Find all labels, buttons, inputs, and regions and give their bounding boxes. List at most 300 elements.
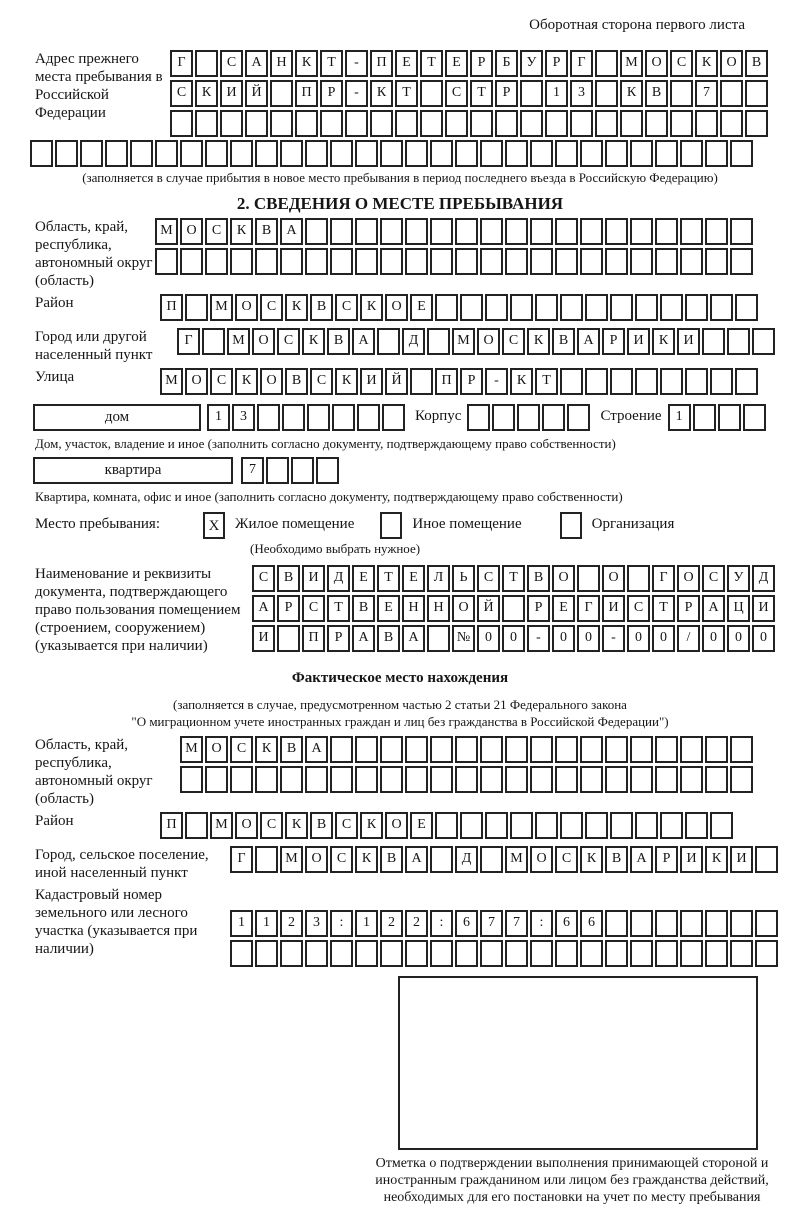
char-box[interactable] (185, 294, 208, 321)
char-box[interactable] (530, 736, 553, 763)
char-box[interactable] (577, 565, 600, 592)
char-box[interactable] (295, 110, 318, 137)
char-box[interactable]: М (620, 50, 643, 77)
char-box[interactable] (205, 766, 228, 793)
char-box[interactable] (610, 812, 633, 839)
char-box[interactable] (467, 404, 490, 431)
char-box[interactable]: 0 (502, 625, 525, 652)
char-box[interactable]: О (260, 368, 283, 395)
char-box[interactable]: И (752, 595, 775, 622)
char-box[interactable]: 0 (752, 625, 775, 652)
char-box[interactable]: 3 (570, 80, 593, 107)
char-box[interactable]: Т (320, 50, 343, 77)
char-box[interactable] (570, 110, 593, 137)
char-box[interactable] (330, 736, 353, 763)
char-box[interactable] (530, 766, 553, 793)
char-box[interactable]: Р (327, 625, 350, 652)
char-box[interactable] (735, 368, 758, 395)
char-box[interactable] (130, 140, 153, 167)
char-box[interactable] (655, 218, 678, 245)
char-box[interactable]: Р (677, 595, 700, 622)
char-box[interactable] (680, 218, 703, 245)
char-box[interactable] (305, 248, 328, 275)
char-box[interactable]: 1 (207, 404, 230, 431)
char-box[interactable] (305, 140, 328, 167)
char-box[interactable] (430, 248, 453, 275)
char-box[interactable] (685, 368, 708, 395)
char-box[interactable] (502, 595, 525, 622)
char-box[interactable] (420, 110, 443, 137)
char-box[interactable] (535, 812, 558, 839)
char-box[interactable]: М (280, 846, 303, 873)
char-box[interactable]: Г (577, 595, 600, 622)
char-box[interactable] (670, 80, 693, 107)
char-box[interactable] (567, 404, 590, 431)
char-box[interactable] (755, 940, 778, 967)
char-box[interactable] (270, 110, 293, 137)
char-box[interactable] (710, 368, 733, 395)
char-box[interactable] (727, 328, 750, 355)
char-box[interactable] (380, 140, 403, 167)
char-box[interactable]: 0 (702, 625, 725, 652)
char-box[interactable]: И (627, 328, 650, 355)
char-box[interactable]: С (230, 736, 253, 763)
char-box[interactable]: М (452, 328, 475, 355)
char-box[interactable]: Р (495, 80, 518, 107)
char-box[interactable]: : (330, 910, 353, 937)
char-box[interactable] (580, 248, 603, 275)
char-box[interactable] (480, 940, 503, 967)
char-box[interactable]: 1 (255, 910, 278, 937)
char-box[interactable] (430, 736, 453, 763)
char-box[interactable]: К (355, 846, 378, 873)
char-box[interactable]: 6 (555, 910, 578, 937)
char-box[interactable]: К (255, 736, 278, 763)
char-box[interactable]: Г (177, 328, 200, 355)
char-box[interactable]: Д (752, 565, 775, 592)
char-box[interactable]: К (510, 368, 533, 395)
char-box[interactable] (492, 404, 515, 431)
char-box[interactable] (405, 940, 428, 967)
char-box[interactable] (542, 404, 565, 431)
char-box[interactable]: В (527, 565, 550, 592)
char-box[interactable]: 2 (380, 910, 403, 937)
char-box[interactable]: Н (270, 50, 293, 77)
char-box[interactable]: Е (352, 565, 375, 592)
house-type-field[interactable]: дом (33, 404, 201, 431)
char-box[interactable]: К (370, 80, 393, 107)
char-box[interactable]: Г (170, 50, 193, 77)
char-box[interactable]: Т (327, 595, 350, 622)
char-box[interactable]: С (670, 50, 693, 77)
char-box[interactable]: 7 (480, 910, 503, 937)
char-box[interactable] (380, 766, 403, 793)
char-box[interactable] (230, 140, 253, 167)
char-box[interactable] (635, 812, 658, 839)
checkbox-residential[interactable]: X (203, 512, 225, 539)
char-box[interactable] (330, 140, 353, 167)
char-box[interactable]: С (477, 565, 500, 592)
char-box[interactable] (55, 140, 78, 167)
char-box[interactable]: К (652, 328, 675, 355)
char-box[interactable]: 2 (280, 910, 303, 937)
char-box[interactable] (485, 812, 508, 839)
char-box[interactable] (580, 766, 603, 793)
char-box[interactable] (630, 736, 653, 763)
char-box[interactable]: 7 (241, 457, 264, 484)
char-box[interactable]: Т (502, 565, 525, 592)
char-box[interactable] (255, 940, 278, 967)
char-box[interactable]: К (620, 80, 643, 107)
char-box[interactable]: 6 (580, 910, 603, 937)
char-box[interactable]: Е (552, 595, 575, 622)
char-box[interactable]: В (277, 565, 300, 592)
char-box[interactable] (105, 140, 128, 167)
char-box[interactable] (380, 218, 403, 245)
char-box[interactable] (355, 218, 378, 245)
char-box[interactable]: С (210, 368, 233, 395)
char-box[interactable]: М (505, 846, 528, 873)
char-box[interactable] (280, 248, 303, 275)
char-box[interactable]: М (180, 736, 203, 763)
char-box[interactable]: 3 (305, 910, 328, 937)
char-box[interactable]: В (745, 50, 768, 77)
char-box[interactable] (630, 940, 653, 967)
char-box[interactable] (30, 140, 53, 167)
char-box[interactable] (230, 248, 253, 275)
char-box[interactable] (377, 328, 400, 355)
char-box[interactable]: 0 (577, 625, 600, 652)
char-box[interactable] (755, 910, 778, 937)
char-box[interactable]: В (377, 625, 400, 652)
char-box[interactable] (155, 248, 178, 275)
char-box[interactable] (580, 940, 603, 967)
char-box[interactable]: П (160, 294, 183, 321)
char-box[interactable]: Н (402, 595, 425, 622)
char-box[interactable]: А (577, 328, 600, 355)
char-box[interactable] (655, 766, 678, 793)
checkbox-organization[interactable] (560, 512, 582, 539)
char-box[interactable]: О (720, 50, 743, 77)
char-box[interactable] (630, 218, 653, 245)
char-box[interactable]: М (155, 218, 178, 245)
char-box[interactable] (680, 910, 703, 937)
char-box[interactable] (307, 404, 330, 431)
char-box[interactable] (720, 80, 743, 107)
char-box[interactable]: Д (455, 846, 478, 873)
char-box[interactable] (555, 736, 578, 763)
char-box[interactable] (660, 294, 683, 321)
char-box[interactable]: О (252, 328, 275, 355)
char-box[interactable] (705, 248, 728, 275)
char-box[interactable]: Р (277, 595, 300, 622)
char-box[interactable]: Р (602, 328, 625, 355)
char-box[interactable]: В (280, 736, 303, 763)
char-box[interactable]: К (360, 812, 383, 839)
char-box[interactable] (580, 140, 603, 167)
char-box[interactable] (420, 80, 443, 107)
char-box[interactable]: 1 (668, 404, 691, 431)
char-box[interactable] (266, 457, 289, 484)
char-box[interactable] (445, 110, 468, 137)
char-box[interactable]: 7 (695, 80, 718, 107)
char-box[interactable] (560, 294, 583, 321)
char-box[interactable] (305, 940, 328, 967)
char-box[interactable] (277, 625, 300, 652)
char-box[interactable]: И (680, 846, 703, 873)
char-box[interactable]: К (527, 328, 550, 355)
char-box[interactable] (655, 140, 678, 167)
char-box[interactable]: 1 (230, 910, 253, 937)
char-box[interactable]: С (330, 846, 353, 873)
char-box[interactable] (155, 140, 178, 167)
char-box[interactable]: О (385, 812, 408, 839)
char-box[interactable] (316, 457, 339, 484)
char-box[interactable]: 1 (355, 910, 378, 937)
char-box[interactable] (645, 110, 668, 137)
char-box[interactable] (405, 218, 428, 245)
char-box[interactable] (355, 940, 378, 967)
char-box[interactable]: О (645, 50, 668, 77)
char-box[interactable]: А (352, 625, 375, 652)
char-box[interactable] (680, 140, 703, 167)
char-box[interactable]: А (405, 846, 428, 873)
char-box[interactable]: 0 (652, 625, 675, 652)
char-box[interactable] (355, 736, 378, 763)
char-box[interactable] (430, 140, 453, 167)
checkbox-other-premises[interactable] (380, 512, 402, 539)
char-box[interactable] (605, 940, 628, 967)
char-box[interactable] (455, 766, 478, 793)
char-box[interactable]: И (677, 328, 700, 355)
char-box[interactable] (660, 368, 683, 395)
char-box[interactable] (685, 294, 708, 321)
char-box[interactable]: С (302, 595, 325, 622)
char-box[interactable] (505, 940, 528, 967)
char-box[interactable] (435, 812, 458, 839)
char-box[interactable]: - (345, 80, 368, 107)
char-box[interactable] (455, 736, 478, 763)
char-box[interactable] (730, 140, 753, 167)
char-box[interactable] (255, 248, 278, 275)
char-box[interactable] (485, 294, 508, 321)
char-box[interactable]: И (730, 846, 753, 873)
char-box[interactable]: К (235, 368, 258, 395)
char-box[interactable]: С (260, 294, 283, 321)
char-box[interactable]: В (380, 846, 403, 873)
char-box[interactable]: В (285, 368, 308, 395)
char-box[interactable]: О (530, 846, 553, 873)
char-box[interactable] (627, 565, 650, 592)
char-box[interactable]: Е (445, 50, 468, 77)
char-box[interactable]: И (360, 368, 383, 395)
char-box[interactable] (670, 110, 693, 137)
char-box[interactable] (357, 404, 380, 431)
char-box[interactable] (605, 218, 628, 245)
char-box[interactable] (382, 404, 405, 431)
char-box[interactable]: Й (245, 80, 268, 107)
char-box[interactable] (705, 910, 728, 937)
char-box[interactable]: К (705, 846, 728, 873)
char-box[interactable]: А (352, 328, 375, 355)
char-box[interactable]: К (580, 846, 603, 873)
char-box[interactable] (530, 140, 553, 167)
char-box[interactable] (180, 140, 203, 167)
char-box[interactable]: - (527, 625, 550, 652)
char-box[interactable]: Е (410, 294, 433, 321)
char-box[interactable] (505, 736, 528, 763)
char-box[interactable]: В (552, 328, 575, 355)
char-box[interactable]: О (185, 368, 208, 395)
char-box[interactable]: М (210, 812, 233, 839)
char-box[interactable] (730, 248, 753, 275)
char-box[interactable] (705, 940, 728, 967)
char-box[interactable]: М (160, 368, 183, 395)
char-box[interactable]: 0 (727, 625, 750, 652)
char-box[interactable] (455, 940, 478, 967)
char-box[interactable] (480, 766, 503, 793)
char-box[interactable] (430, 940, 453, 967)
char-box[interactable] (555, 140, 578, 167)
char-box[interactable] (730, 940, 753, 967)
char-box[interactable]: Р (460, 368, 483, 395)
char-box[interactable] (405, 248, 428, 275)
char-box[interactable]: Т (395, 80, 418, 107)
char-box[interactable] (585, 294, 608, 321)
char-box[interactable] (555, 248, 578, 275)
char-box[interactable] (305, 218, 328, 245)
char-box[interactable]: О (552, 565, 575, 592)
char-box[interactable] (355, 248, 378, 275)
char-box[interactable] (380, 940, 403, 967)
char-box[interactable] (495, 110, 518, 137)
char-box[interactable] (380, 248, 403, 275)
char-box[interactable] (595, 80, 618, 107)
char-box[interactable] (745, 110, 768, 137)
char-box[interactable] (480, 248, 503, 275)
char-box[interactable] (635, 294, 658, 321)
char-box[interactable] (280, 940, 303, 967)
char-box[interactable] (693, 404, 716, 431)
char-box[interactable] (680, 940, 703, 967)
char-box[interactable]: О (235, 294, 258, 321)
char-box[interactable] (655, 910, 678, 937)
char-box[interactable] (480, 218, 503, 245)
char-box[interactable]: Е (395, 50, 418, 77)
char-box[interactable] (480, 736, 503, 763)
char-box[interactable]: У (520, 50, 543, 77)
char-box[interactable] (395, 110, 418, 137)
char-box[interactable] (510, 294, 533, 321)
char-box[interactable] (205, 248, 228, 275)
char-box[interactable]: Л (427, 565, 450, 592)
char-box[interactable]: Т (535, 368, 558, 395)
char-box[interactable] (680, 248, 703, 275)
char-box[interactable]: К (230, 218, 253, 245)
char-box[interactable]: - (345, 50, 368, 77)
char-box[interactable] (630, 910, 653, 937)
char-box[interactable]: Й (477, 595, 500, 622)
char-box[interactable]: С (445, 80, 468, 107)
char-box[interactable] (595, 110, 618, 137)
char-box[interactable] (705, 140, 728, 167)
char-box[interactable] (685, 812, 708, 839)
char-box[interactable] (460, 812, 483, 839)
char-box[interactable] (430, 766, 453, 793)
char-box[interactable]: Т (377, 565, 400, 592)
char-box[interactable] (605, 140, 628, 167)
char-box[interactable] (730, 766, 753, 793)
char-box[interactable] (735, 294, 758, 321)
char-box[interactable] (205, 140, 228, 167)
char-box[interactable] (245, 110, 268, 137)
char-box[interactable] (630, 140, 653, 167)
char-box[interactable]: А (280, 218, 303, 245)
char-box[interactable]: И (302, 565, 325, 592)
char-box[interactable]: Р (320, 80, 343, 107)
char-box[interactable] (635, 368, 658, 395)
char-box[interactable] (380, 736, 403, 763)
char-box[interactable] (555, 766, 578, 793)
char-box[interactable]: 0 (552, 625, 575, 652)
char-box[interactable] (630, 766, 653, 793)
char-box[interactable] (460, 294, 483, 321)
char-box[interactable] (660, 812, 683, 839)
char-box[interactable] (370, 110, 393, 137)
char-box[interactable]: Ц (727, 595, 750, 622)
char-box[interactable] (555, 218, 578, 245)
char-box[interactable] (752, 328, 775, 355)
char-box[interactable] (355, 766, 378, 793)
char-box[interactable]: С (310, 368, 333, 395)
char-box[interactable]: С (170, 80, 193, 107)
char-box[interactable]: С (260, 812, 283, 839)
char-box[interactable]: С (252, 565, 275, 592)
char-box[interactable]: Г (230, 846, 253, 873)
char-box[interactable] (180, 248, 203, 275)
char-box[interactable]: П (160, 812, 183, 839)
char-box[interactable]: А (702, 595, 725, 622)
char-box[interactable]: В (605, 846, 628, 873)
char-box[interactable] (320, 110, 343, 137)
char-box[interactable]: С (555, 846, 578, 873)
char-box[interactable] (695, 110, 718, 137)
char-box[interactable] (505, 766, 528, 793)
char-box[interactable] (530, 940, 553, 967)
char-box[interactable]: О (235, 812, 258, 839)
char-box[interactable]: О (602, 565, 625, 592)
char-box[interactable]: Р (470, 50, 493, 77)
char-box[interactable] (730, 218, 753, 245)
char-box[interactable]: О (180, 218, 203, 245)
char-box[interactable]: И (220, 80, 243, 107)
char-box[interactable]: К (285, 812, 308, 839)
char-box[interactable]: - (485, 368, 508, 395)
char-box[interactable]: П (370, 50, 393, 77)
char-box[interactable] (255, 766, 278, 793)
char-box[interactable] (505, 248, 528, 275)
char-box[interactable] (655, 248, 678, 275)
char-box[interactable] (330, 248, 353, 275)
char-box[interactable]: Т (470, 80, 493, 107)
char-box[interactable]: М (227, 328, 250, 355)
char-box[interactable] (170, 110, 193, 137)
char-box[interactable]: А (305, 736, 328, 763)
char-box[interactable] (710, 294, 733, 321)
char-box[interactable] (195, 50, 218, 77)
char-box[interactable] (470, 110, 493, 137)
char-box[interactable]: Е (402, 565, 425, 592)
